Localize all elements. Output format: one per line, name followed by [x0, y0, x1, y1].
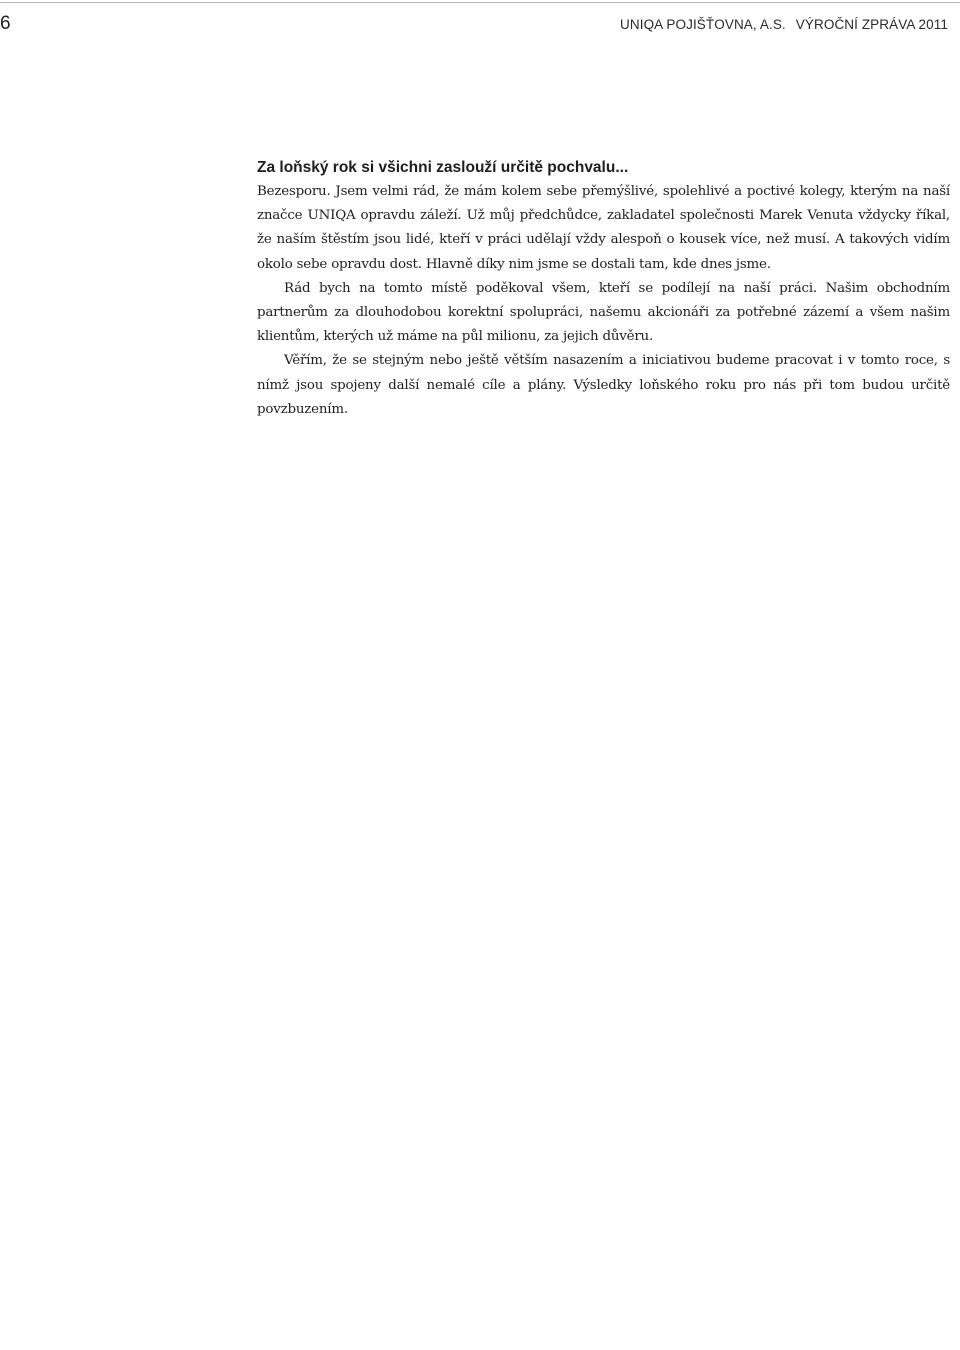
- report-title: VÝROČNÍ ZPRÁVA 2011: [795, 17, 948, 32]
- article: [257, 156, 950, 422]
- paragraph-1: Bezesporu. Jsem velmi rád, že mám kolem sebe přemýšlivé, spolehlivé a poctivé kolegy, kterým na naší značce UNIQA opravdu záleží. Už můj předchůdce, zakladatel společnosti Marek Venuta vždycky říkal, že naším štěstím jsou lidé, kteří v práci udělají vždy alespoň o kousek více, než musí. A takových vidím okolo sebe opravdu dost. Hlavně díky nim jsme se dostali tam, kde dnes jsme.: [257, 184, 950, 272]
- header-rule: [0, 2, 960, 3]
- company-name: UNIQA POJIŠŤOVNA, A.S.: [620, 17, 786, 32]
- paragraph-2: Rád bych na tomto místě poděkoval všem, kteří se podílejí na naší práci. Našim obchodním partnerům za dlouhodobou korektní spolupráci, našemu akcionáři za potřebné zázemí a všem našim klientům, kterých už máme na půl milionu, za jejich důvěru.: [257, 280, 950, 345]
- running-header: [620, 16, 948, 34]
- paragraph-3: Věřím, že se stejným nebo ještě větším nasazením a iniciativou budeme pracovat i v tomto roce, s nímž jsou spojeny další nemalé cíle a plány. Výsledky loňského roku pro nás při tom budou určitě povzbuzením.: [257, 353, 950, 417]
- section-heading: Za loňský rok si všichni zaslouží určitě pochvalu...: [257, 159, 629, 176]
- page-number: 6: [0, 13, 11, 34]
